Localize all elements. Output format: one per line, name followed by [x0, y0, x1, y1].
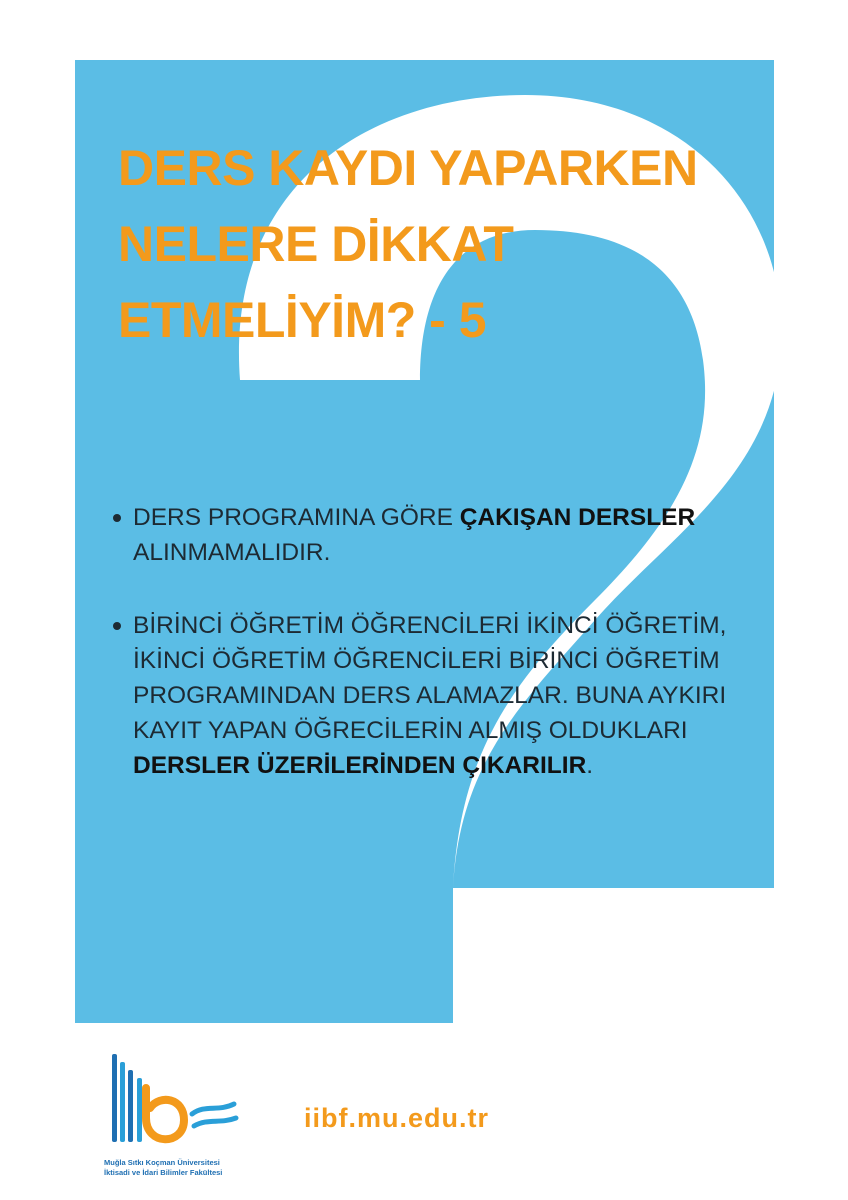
bullet-list: [113, 500, 763, 783]
page-title: [118, 130, 698, 358]
title-line-3: ETMELİYİM? - 5: [118, 292, 486, 348]
website-link[interactable]: iibf.mu.edu.tr: [304, 1103, 489, 1133]
logo-caption-line-2: İktisadi ve İdari Bilimler Fakültesi: [104, 1168, 223, 1177]
bullet-icon: [113, 622, 121, 630]
title-line-2: NELERE DİKKAT: [118, 216, 514, 272]
bullet-2-end: .: [586, 752, 594, 779]
logo-caption-line-1: Muğla Sıtkı Koçman Üniversitesi: [104, 1158, 220, 1167]
bullet-2-bold: DERSLER ÜZERİLERİNDEN ÇIKARILIR: [133, 752, 587, 779]
bullet-1-bold: ÇAKIŞAN DERSLER: [459, 504, 696, 531]
background-panel: [75, 60, 774, 1023]
bullet-icon: [113, 514, 121, 522]
bullet-2-text: BİRİNCİ ÖĞRETİM ÖĞRENCİLERİ İKİNCİ ÖĞRETİM, İKİNCİ ÖĞRETİM ÖĞRENCİLERİ BİRİNCİ ÖĞRETİM PROGRAMINDAN DERS ALAMAZLAR. BUNA AYKIRI KAYIT YAPAN ÖĞRECİLERİN ALMIŞ OLDUKLARI: [133, 612, 727, 744]
bullet-1-end: ALINMAMALIDIR.: [133, 539, 331, 566]
list-item: [113, 500, 763, 570]
title-line-1: DERS KAYDI YAPARKEN: [118, 140, 698, 196]
list-item: [113, 608, 763, 783]
logo-caption: [104, 1158, 222, 1178]
bullet-1-text: DERS PROGRAMINA GÖRE: [133, 504, 460, 531]
